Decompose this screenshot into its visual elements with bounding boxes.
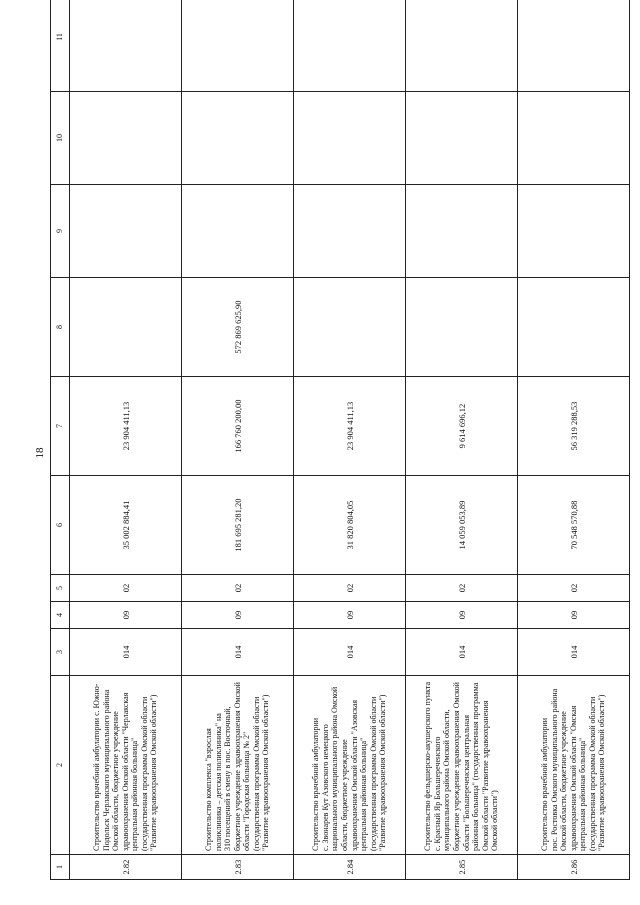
header-cell-8: 8 [51,278,70,377]
amount-col-10 [518,92,630,185]
amount-col-8 [294,278,406,377]
amount-col-7: 9 614 696,12 [406,377,518,476]
amount-col-11 [294,0,406,92]
table-row [406,0,518,880]
amount-col-6: 14 059 053,89 [406,476,518,575]
budget-table [50,0,630,880]
amount-col-9 [182,185,294,278]
amount-col-10 [182,92,294,185]
row-number: 2.84 [294,855,406,880]
row-number: 2.82 [70,855,182,880]
amount-col-6: 70 548 570,88 [518,476,630,575]
code-section: 09 [294,602,406,629]
amount-col-9 [70,185,182,278]
header-cell-6: 6 [51,476,70,575]
code-section: 09 [406,602,518,629]
amount-col-11 [182,0,294,92]
row-number: 2.85 [406,855,518,880]
amount-col-8 [406,278,518,377]
header-cell-7: 7 [51,377,70,476]
object-name: Строительство комплекса "взрослая поликлиника – детская поликлиника" на 310 посещений в смену в пос. Восточный, бюджетное учреждение здравоохранения Омской области "Городская больница № 2" (государственная программа Омской области "Развитие здравоохранения Омской области") [182,676,294,855]
row-number: 2.86 [518,855,630,880]
header-cell-1: 1 [51,855,70,880]
amount-col-8: 572 869 625,90 [182,278,294,377]
amount-col-7: 56 319 288,53 [518,377,630,476]
object-name: Строительство врачебной амбулатории с. Звонарев Кут Азовского немецкого национального муниципального района Омской области, бюджетное учреждение здравоохранения Омской области "Азовская центральная районная больница" (государственная программа Омской области "Развитие здравоохранения Омской области") [294,676,406,855]
code-section: 09 [518,602,630,629]
code-section: 09 [70,602,182,629]
table-row [294,0,406,880]
header-cell-3: 3 [51,629,70,676]
object-name: Строительство врачебной амбулатории пос. Ростовка Омского муниципального района Омской области, бюджетное учреждение здравоохранения Омской области "Омская центральная районная больница" (государственная программа Омской области "Развитие здравоохранения Омской области") [518,676,630,855]
code-ministry: 014 [182,629,294,676]
amount-col-7: 166 760 200,00 [182,377,294,476]
header-cell-10: 10 [51,92,70,185]
header-cell-9: 9 [51,185,70,278]
code-ministry: 014 [294,629,406,676]
amount-col-9 [294,185,406,278]
page-number: 18 [34,447,46,459]
amount-col-7: 23 904 411,13 [70,377,182,476]
amount-col-10 [406,92,518,185]
object-name: Строительство врачебной амбулатории с. Южно- Подольск Черлакского муниципального района Омской области, бюджетное учреждение здравоохранения Омской области "Черлакская центральная районная больница" (государственная программа Омской области "Развитие здравоохранения Омской области") [70,676,182,855]
code-subsection: 02 [294,575,406,602]
amount-col-11 [518,0,630,92]
amount-col-10 [70,92,182,185]
table-row [70,0,182,880]
code-ministry: 014 [406,629,518,676]
table-row [518,0,630,880]
code-subsection: 02 [182,575,294,602]
code-ministry: 014 [518,629,630,676]
amount-col-6: 181 695 281,20 [182,476,294,575]
amount-col-6: 31 820 804,05 [294,476,406,575]
amount-col-7: 23 904 411,13 [294,377,406,476]
amount-col-8 [518,278,630,377]
header-row [51,0,70,880]
code-ministry: 014 [70,629,182,676]
amount-col-11 [70,0,182,92]
code-section: 09 [182,602,294,629]
rotated-table-wrapper [50,33,640,880]
code-subsection: 02 [70,575,182,602]
header-cell-11: 11 [51,0,70,92]
code-subsection: 02 [406,575,518,602]
row-number: 2.83 [182,855,294,880]
amount-col-9 [518,185,630,278]
amount-col-9 [406,185,518,278]
amount-col-10 [294,92,406,185]
amount-col-6: 35 002 884,41 [70,476,182,575]
header-cell-4: 4 [51,602,70,629]
amount-col-11 [406,0,518,92]
object-name: Строительство фельдшерско-акушерского пункта с. Красный Яр Большереченского муниципального района Омской области, бюджетное учреждение здравоохранения Омской области "Большереченская центральная районная больница" (государственная программа Омской области "Развитие здравоохранения Омской области") [406,676,518,855]
table-row [182,0,294,880]
header-cell-2: 2 [51,676,70,855]
code-subsection: 02 [518,575,630,602]
header-cell-5: 5 [51,575,70,602]
amount-col-8 [70,278,182,377]
